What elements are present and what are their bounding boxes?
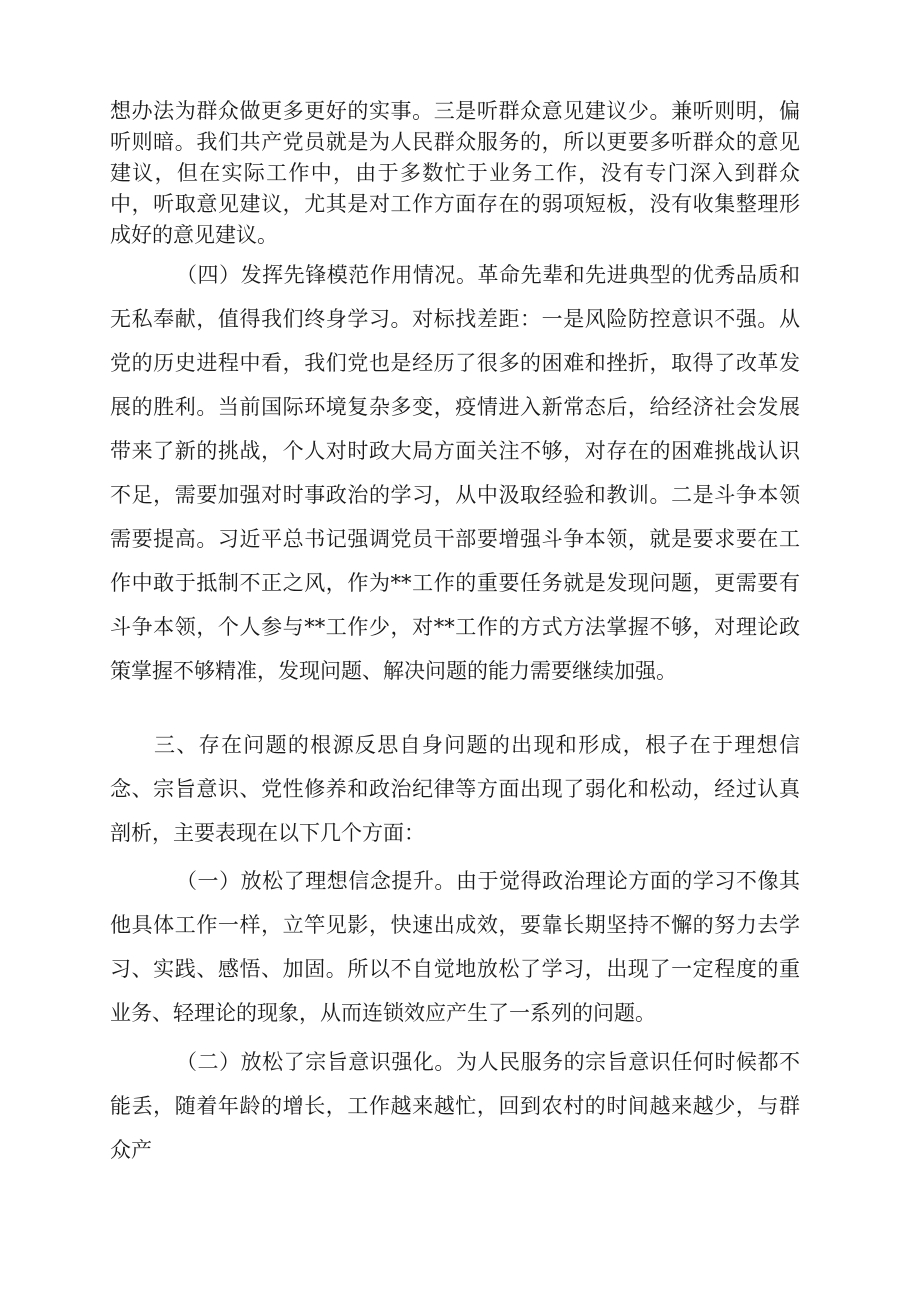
paragraph-1: 想办法为群众做更多更好的实事。三是听群众意见建议少。兼听则明，偏听则暗。我们共产党员就是为人民群众服务的，所以更要多听群众的意见建议，但在实际工作中，由于多数忙于业务工作，没有专门深入到群众中，听取意见建议，尤其是对工作方面存在的弱项短板，没有收集整理形成好的意见建议。 <box>110 99 800 247</box>
paragraph-4: （一）放松了理想信念提升。由于觉得政治理论方面的学习不像其他具体工作一样，立竿见影，快速出成效，要靠长期坚持不懈的努力去学习、实践、感悟、加固。所以不自觉地放松了学习，出现了一定程度的重业务、轻理论的现象，从而连锁效应产生了一系列的问题。 <box>110 869 800 1025</box>
paragraph-3: 三、存在问题的根源反思自身问题的出现和形成，根子在于理想信念、宗旨意识、党性修养和政治纪律等方面出现了弱化和松动，经过认真剖析，主要表现在以下几个方面： <box>110 733 800 845</box>
paragraph-5: （二）放松了宗旨意识强化。为人民服务的宗旨意识任何时候都不能丢，随着年龄的增长，工作越来越忙，回到农村的时间越来越少，与群众产 <box>110 1050 800 1162</box>
paragraph-2: （四）发挥先锋模范作用情况。革命先辈和先进典型的优秀品质和无私奉献，值得我们终身学习。对标找差距：一是风险防控意识不强。从党的历史进程中看，我们党也是经历了很多的困难和挫折，取得了改革发展的胜利。当前国际环境复杂多变，疫情进入新常态后，给经济社会发展带来了新的挑战，个人对时政大局方面关注不够，对存在的困难挑战认识不足，需要加强对时事政治的学习，从中汲取经验和教训。二是斗争本领需要提高。习近平总书记强调党员干部要增强斗争本领，就是要求要在工作中敢于抵制不正之风，作为**工作的重要任务就是发现问题，更需要有斗争本领，个人参与**工作少，对**工作的方式方法掌握不够，对理论政策掌握不够精准，发现问题、解决问题的能力需要继续加强。 <box>110 263 800 683</box>
